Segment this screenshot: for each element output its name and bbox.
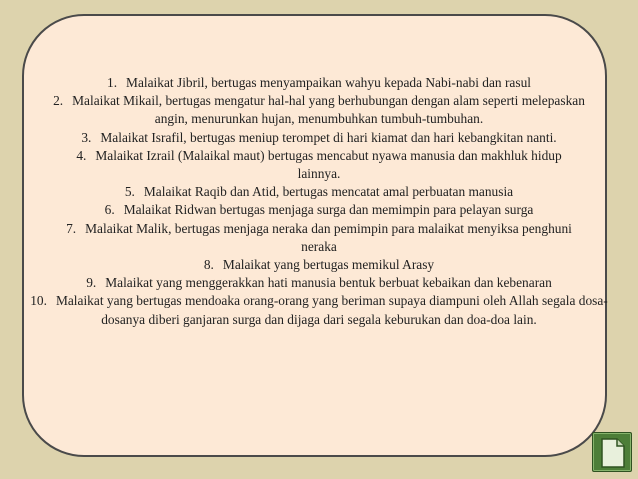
item-text: Malaikat yang bertugas mendoaka orang-orang yang beriman supaya diampuni oleh Allah segala dosa-dosanya diberi ganjaran surga dan dijaga dari segala keburukan dan doa-doa lain. bbox=[55, 293, 608, 327]
angel-duties-list bbox=[30, 74, 608, 329]
item-number: 3. bbox=[81, 129, 92, 145]
list-item bbox=[38, 74, 600, 92]
item-number: 10. bbox=[30, 293, 47, 309]
list-item bbox=[38, 220, 600, 256]
list-item bbox=[38, 274, 600, 292]
list-item bbox=[38, 256, 600, 274]
item-text: Malaikat yang menggerakkan hati manusia bentuk berbuat kebaikan dan kebenaran bbox=[105, 275, 552, 291]
item-text: Malaikat Raqib dan Atid, bertugas mencatat amal perbuatan manusia bbox=[143, 184, 514, 200]
item-number: 8. bbox=[203, 257, 214, 273]
item-text: Malaikat Mikail, bertugas mengatur hal-hal yang berhubungan dengan alam seperti melepaskan angin, menurunkan hujan, menumbuhkan tumbuh-tumbuhan. bbox=[72, 93, 585, 127]
document-icon bbox=[600, 438, 626, 468]
document-nav-button[interactable] bbox=[592, 432, 632, 472]
item-number: 2. bbox=[53, 93, 64, 109]
list-item bbox=[38, 147, 600, 183]
list-item bbox=[38, 92, 600, 128]
list-item bbox=[10, 292, 628, 328]
item-text: Malaikat Ridwan bertugas menjaga surga dan memimpin para pelayan surga bbox=[123, 202, 534, 218]
item-number: 9. bbox=[86, 275, 97, 291]
list-item bbox=[28, 201, 610, 219]
item-text: Malaikat Israfil, bertugas meniup terompet di hari kiamat dan hari kebangkitan nanti. bbox=[100, 129, 557, 145]
item-text: Malaikat yang bertugas memikul Arasy bbox=[222, 257, 435, 273]
item-number: 7. bbox=[66, 220, 77, 236]
list-item bbox=[38, 183, 600, 201]
item-number: 1. bbox=[107, 75, 118, 90]
item-number: 5. bbox=[124, 184, 135, 200]
item-text: Malaikat Izrail (Malaikal maut) bertugas mencabut nyawa manusia dan makhluk hidup lainnya. bbox=[95, 147, 562, 182]
item-text: Malaikat Malik, bertugas menjaga neraka dan pemimpin para malaikat menyiksa penghuni neraka bbox=[85, 220, 572, 254]
item-number: 4. bbox=[76, 147, 87, 163]
list-item bbox=[38, 129, 600, 147]
item-number: 6. bbox=[104, 202, 115, 218]
item-text: Malaikat Jibril, bertugas menyampaikan wahyu kepada Nabi-nabi dan rasul bbox=[126, 75, 531, 90]
